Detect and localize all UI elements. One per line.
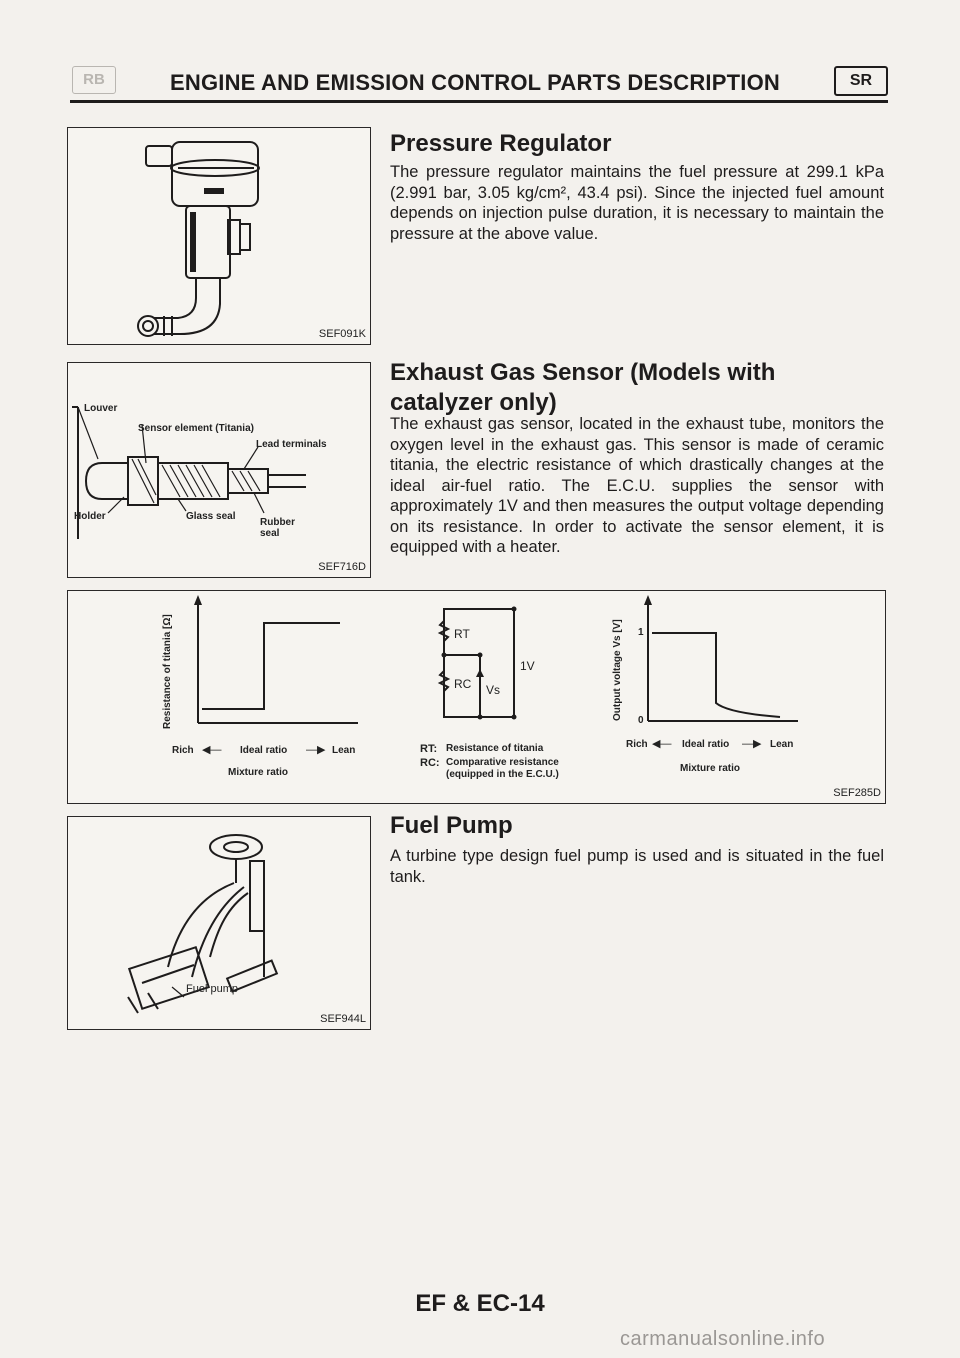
right-graph-lean: Lean (770, 739, 794, 750)
figure-code: SEF091K (318, 328, 366, 340)
right-graph-rich: Rich (626, 739, 648, 750)
left-graph-rich-arrow: ◀— (202, 744, 222, 756)
label-holder: Holder (74, 511, 106, 522)
section-tag-right: SR (834, 66, 888, 96)
right-graph-ylabel: Output voltage Vs [V] (612, 619, 623, 721)
label-glass-seal: Glass seal (186, 511, 236, 522)
legend-rc-line2: (equipped in the E.C.U.) (446, 769, 559, 780)
pressure-regulator-title: Pressure Regulator (390, 130, 612, 157)
section-tag-left: RB (72, 66, 116, 94)
circuit-vs: Vs (486, 683, 501, 697)
circuit-volt: 1V (520, 659, 535, 673)
left-graph-lean: Lean (332, 745, 356, 756)
pressure-regulator-drawing (68, 128, 370, 344)
fuel-pump-figure (67, 816, 371, 1030)
legend-rc-line1: Comparative resistance (446, 757, 559, 768)
label-sensor-element: Sensor element (Titania) (138, 423, 254, 434)
left-graph-lean-arrow: —▶ (306, 744, 326, 756)
label-louver: Louver (84, 403, 118, 414)
exhaust-sensor-body: The exhaust gas sensor, located in the exhaust tube, monitors the oxygen level in the exhaust gas. This sensor is made of ceramic titania, the electric resistance of which drastically changes at the ideal air-fuel ratio. The E.C.U. supplies the sensor with approximately 1V and then measures the output voltage depending on its resistance. In order to activate the sensor element, it is equipped with a heater. (390, 415, 884, 556)
right-graph-xlabel: Mixture ratio (680, 763, 741, 774)
figure-code: SEF716D (318, 561, 366, 573)
right-graph-y-one: 1 (638, 627, 644, 638)
watermark: carmanualsonline.info (620, 1328, 826, 1350)
pressure-regulator-body: The pressure regulator maintains the fuel pressure at 299.1 kPa (2.991 bar, 3.05 kg/cm², 43.4 psi). Since the injected fuel amount depends on injection pulse duration, it is necessary to maintain the pressure at the above value. (390, 163, 884, 243)
right-graph-y-zero: 0 (638, 715, 644, 726)
fuel-pump-drawing (68, 817, 370, 1029)
circuit-rt: RT (454, 627, 470, 641)
legend-rt-key: RT: (420, 743, 438, 755)
label-lead-terminals: Lead terminals (256, 439, 327, 450)
page-number: EF & EC-14 (415, 1290, 545, 1317)
circuit-rc: RC (454, 677, 472, 691)
exhaust-sensor-figure (67, 362, 371, 578)
left-graph-xlabel: Mixture ratio (228, 767, 289, 778)
exhaust-sensor-drawing (68, 363, 370, 577)
fuel-pump-body: A turbine type design fuel pump is used and is situated in the fuel tank. (390, 847, 884, 886)
figure-code: SEF944L (320, 1013, 366, 1025)
label-rubber-seal: Rubber seal (260, 517, 295, 539)
header-rule (70, 100, 888, 103)
figure-code: SEF285D (833, 787, 881, 799)
left-graph-ideal: Ideal ratio (240, 745, 288, 756)
legend-rc-key: RC: (420, 757, 440, 769)
sensor-characteristics-figure (67, 590, 886, 804)
fuel-pump-title: Fuel Pump (390, 812, 513, 839)
left-graph-ylabel: Resistance of titania [Ω] (162, 614, 173, 729)
right-graph-lean-arrow: —▶ (742, 738, 762, 750)
right-graph-rich-arrow: ◀— (652, 738, 672, 750)
page-header-title: ENGINE AND EMISSION CONTROL PARTS DESCRIPTION (170, 70, 780, 95)
exhaust-sensor-title: Exhaust Gas Sensor (Models with catalyzer only) (390, 359, 776, 416)
legend-rt: Resistance of titania (446, 743, 544, 754)
pressure-regulator-figure (67, 127, 371, 345)
label-fuel-pump: Fuel pump (186, 983, 238, 995)
left-graph-rich: Rich (172, 745, 194, 756)
right-graph-ideal: Ideal ratio (682, 739, 730, 750)
